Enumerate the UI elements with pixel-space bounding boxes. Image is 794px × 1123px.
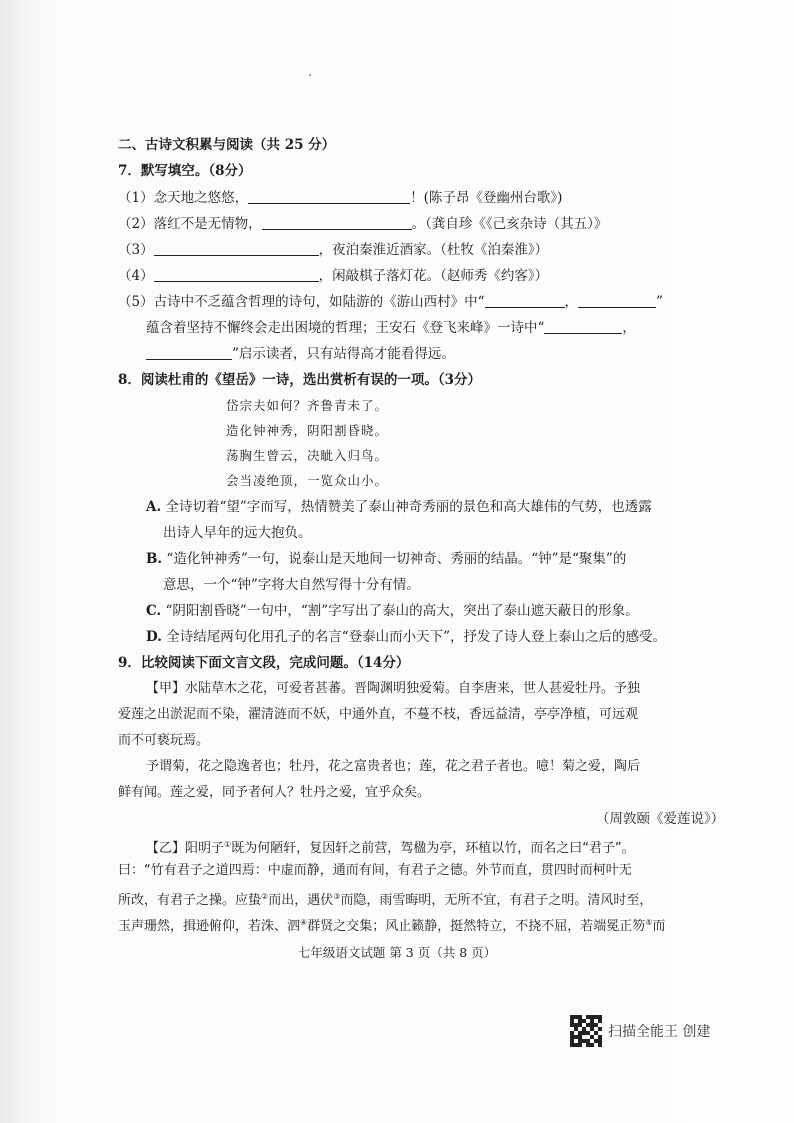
option-b-cont: 意思，一个“钟”字将大自然写得十分有情。 xyxy=(163,577,420,593)
yi-line xyxy=(118,914,665,936)
yi-text: 所改，有君子之操。应蛰 xyxy=(118,893,262,908)
option-text: 全诗结尾两句化用孔子的名言“登泰山而小天下”，抒发了诗人登上泰山之后的感受。 xyxy=(166,629,667,645)
scanner-watermark xyxy=(570,1015,710,1047)
comma: ， xyxy=(564,294,578,310)
q7-item-2-post: 。（龚自珍《《己亥杂诗（其五）》 xyxy=(411,216,608,232)
jia-line: 而不可亵玩焉。 xyxy=(118,733,210,748)
qr-code-icon xyxy=(570,1015,602,1047)
answer-blank[interactable] xyxy=(146,346,232,360)
option-text: 全诗切着“望”字而写，热情赞美了泰山神奇秀丽的景色和高大雄伟的气势，也透露 xyxy=(165,499,652,515)
answer-blank[interactable] xyxy=(262,216,412,230)
answer-blank[interactable] xyxy=(154,268,319,282)
watermark-text: 扫描全能王 创建 xyxy=(608,1024,711,1040)
answer-blank[interactable] xyxy=(544,320,622,334)
yi-text: 既为何陋轩，复因轩之前营，驾楹为亭，环植以竹，而名之曰“君子”。 xyxy=(231,841,635,856)
q8-stem: 8．阅读杜甫的《望岳》一诗，选出赏析有误的一项。（3分） xyxy=(118,372,482,388)
q7-item-4-num: （4） xyxy=(118,268,154,284)
q7-item-1-pre: 念天地之悠悠， xyxy=(153,190,249,206)
q7-item-5-text: 古诗中不乏蕴含哲理的诗句，如陆游的《游山西村》中“ xyxy=(153,294,485,310)
q9-stem: 9．比较阅读下面文言文段，完成问题。（14分） xyxy=(118,655,410,671)
footnote-mark: ④ xyxy=(300,918,308,927)
q7-item-5-num: （5） xyxy=(118,294,154,310)
yi-line xyxy=(118,888,652,910)
speck xyxy=(309,74,311,76)
yi-text: 群贤之交集；风止籁静，挺然特立，不挠不屈，若端冕正笏 xyxy=(307,919,646,934)
option-label: B. xyxy=(146,551,163,567)
q7-item-4-post: ，闲敲棋子落灯花。（赵师秀《约客》） xyxy=(318,268,549,284)
q7-item-2-pre: 落红不是无情物， xyxy=(153,216,262,232)
jia-line: 爱莲之出淤泥而不染，濯清涟而不妖，中通外直，不蔓不枝，香远益清，亭亭净植，可远观 xyxy=(118,707,639,722)
q7-item-2-num: （2） xyxy=(118,216,154,232)
q7-item-5-text2: 蕴含着坚持不懈终会走出困境的哲理；王安石《登飞来峰》一诗中“ xyxy=(146,320,545,336)
option-label: C. xyxy=(146,603,162,619)
q7-item-3-post: ，夜泊秦淮近酒家。（杜牧《泊秦淮》） xyxy=(318,242,549,258)
poem-line: 会当凌绝顶，一览众山小。 xyxy=(226,473,389,488)
footnote-mark: ② xyxy=(261,892,269,901)
poem-line: 荡胸生曾云，决眦入归鸟。 xyxy=(226,448,389,463)
option-a-cont: 出诗人早年的远大抱负。 xyxy=(163,525,312,541)
footnote-mark: ① xyxy=(224,840,232,849)
q7-item-5-line3 xyxy=(146,345,455,363)
jia-line: 【甲】水陆草木之花，可爱者甚蕃。晋陶渊明独爱菊。自李唐来，世人甚爱牡丹。予独 xyxy=(146,681,641,696)
q7-item-5-line2 xyxy=(146,319,636,337)
yi-text: 玉声珊然，揖逊俯仰，若洙、泗 xyxy=(118,919,301,934)
yi-text: 【乙】阳明子 xyxy=(146,841,225,856)
footnote-mark: ③ xyxy=(333,892,341,901)
answer-blank[interactable] xyxy=(485,294,565,308)
comma: ， xyxy=(622,320,636,336)
poem-line: 岱宗夫如何？齐鲁青未了。 xyxy=(226,398,389,413)
option-label: D. xyxy=(146,629,162,645)
q7-item-3 xyxy=(118,241,548,259)
yi-line xyxy=(146,836,635,858)
option-d[interactable] xyxy=(146,628,666,646)
page-footer: 七年级语文试题 第 3 页（共 8 页） xyxy=(297,945,497,960)
option-text: “阴阳割昏晓”一句中，“割”字写出了泰山的高大，突出了泰山遮天蔽日的形象。 xyxy=(165,603,639,619)
option-text: “造化钟神秀”一句，说泰山是天地间一切神奇、秀丽的结晶。“钟”是“聚集”的 xyxy=(166,551,627,567)
option-b[interactable] xyxy=(146,550,626,568)
jia-source: （周敦颐《爱莲说》） xyxy=(596,811,725,827)
q7-item-4 xyxy=(118,267,548,285)
q7-item-1-post: ！(陈子昂《登幽州台歌》) xyxy=(410,190,563,206)
q7-item-1-num: （1） xyxy=(118,190,154,206)
yi-text: 而 xyxy=(652,919,666,934)
q7-item-3-num: （3） xyxy=(118,242,154,258)
yi-line: 曰：“竹有君子之道四焉：中虚而静，通而有间，有君子之德。外节而直，贯四时而柯叶无 xyxy=(118,863,632,878)
jia-line: 予谓菊，花之隐逸者也；牡丹，花之富贵者也；莲，花之君子者也。噫！菊之爱，陶后 xyxy=(146,759,641,774)
close-quote: ” xyxy=(656,294,663,310)
footnote-mark: ⑤ xyxy=(645,918,653,927)
option-c[interactable] xyxy=(146,602,639,620)
q7-item-5-line1 xyxy=(118,293,663,311)
q7-item-2 xyxy=(118,215,607,233)
yi-text: 而隐，雨雪晦明，无所不宜，有君子之明。清风时至， xyxy=(340,893,653,908)
option-a[interactable] xyxy=(146,498,652,516)
q7-stem: 7．默写填空。（8分） xyxy=(118,163,252,179)
section-title: 二、古诗文积累与阅读（共 25 分） xyxy=(118,137,336,153)
q7-item-1 xyxy=(118,189,562,207)
answer-blank[interactable] xyxy=(578,294,656,308)
yi-text: 而出，遇伏 xyxy=(268,893,334,908)
jia-line: 鲜有闻。莲之爱，同予者何人？牡丹之爱，宜乎众矣。 xyxy=(118,785,431,800)
q7-item-5-text3: ”启示读者，只有站得高才能看得远。 xyxy=(232,346,455,362)
poem-line: 造化钟神秀，阴阳割昏晓。 xyxy=(226,423,389,438)
answer-blank[interactable] xyxy=(248,190,410,204)
answer-blank[interactable] xyxy=(154,242,319,256)
option-label: A. xyxy=(146,499,162,515)
